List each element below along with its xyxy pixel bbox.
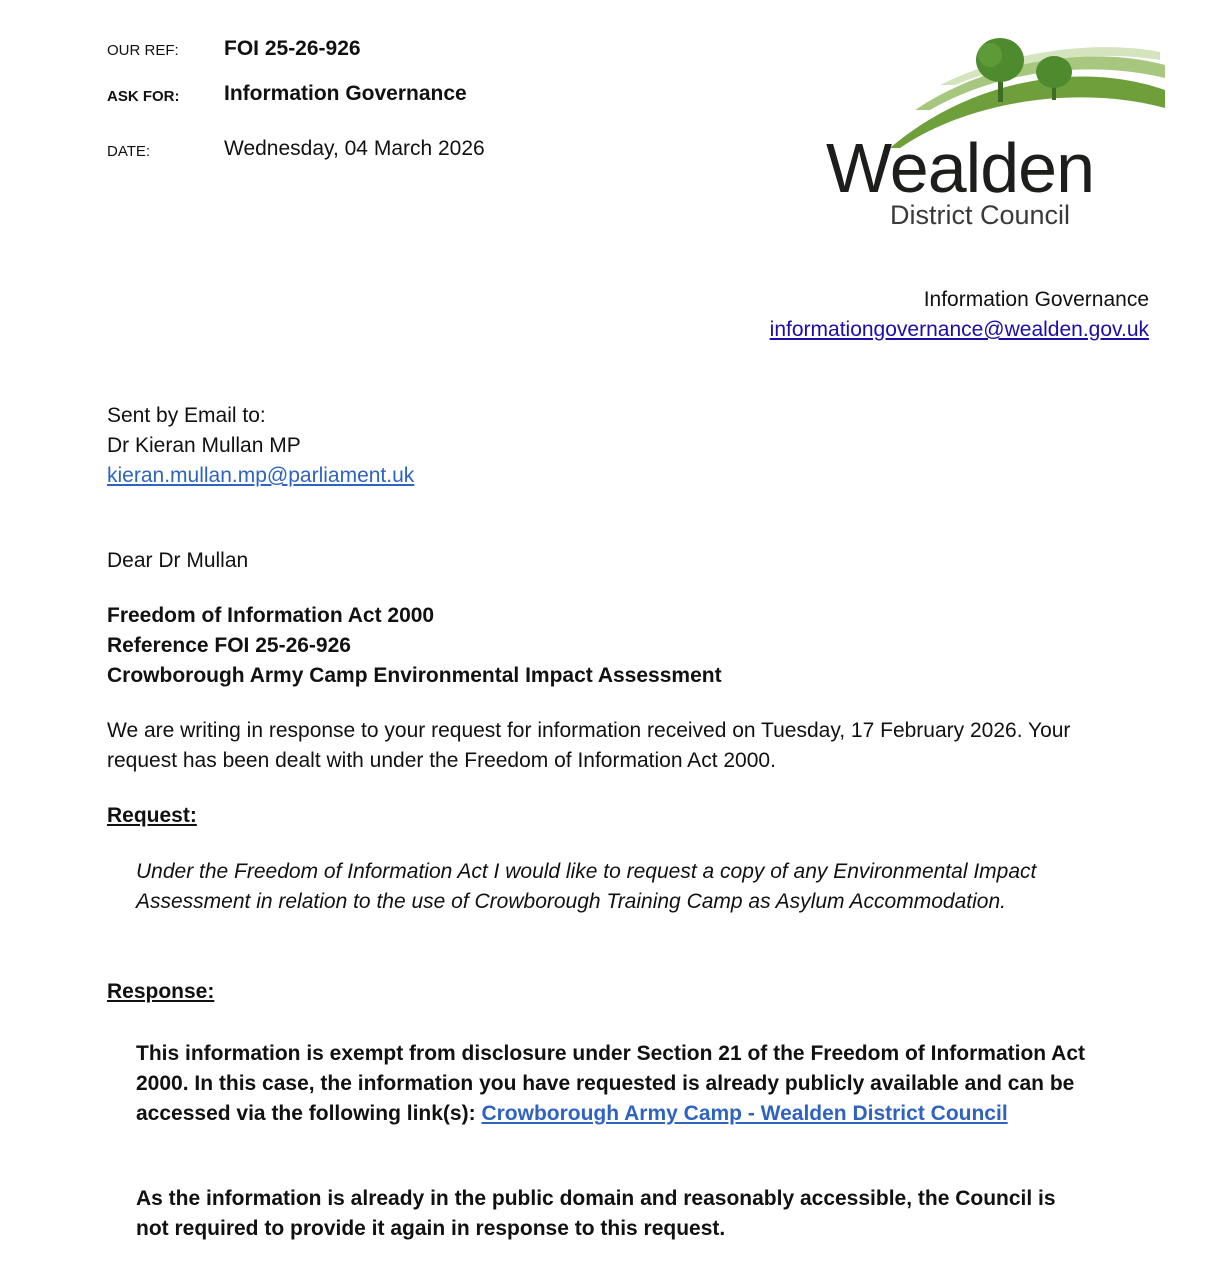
heading-act: Freedom of Information Act 2000: [107, 604, 435, 627]
sent-by-label: Sent by Email to:: [107, 404, 266, 427]
wealden-logo: [820, 30, 1170, 240]
sender-department: Information Governance: [923, 288, 1149, 311]
recipient-name: Dr Kieran Mullan MP: [107, 434, 301, 457]
request-label: Request:: [107, 804, 197, 827]
intro-paragraph: We are writing in response to your request for information received on Tuesday, 17 February 2026. Your request has been dealt with under the Freedom of Information Act 2000.: [107, 719, 1071, 772]
our-ref-label: OUR REF:: [107, 42, 179, 59]
recipient-email-link[interactable]: kieran.mullan.mp@parliament.uk: [107, 464, 415, 487]
response-label: Response:: [107, 980, 215, 1003]
sender-contact: [770, 285, 1149, 345]
request-text: Under the Freedom of Information Act I would like to request a copy of any Environmental Impact Assessment in relation to the use of Crowborough Training Camp as Asylum Accommodation.: [136, 860, 1037, 913]
logo-subtitle: District Council: [890, 200, 1071, 230]
response-text-1: This information is exempt from disclosure under Section 21 of the Freedom of Information Act 2000. In this case, the information you have requested is already publicly available and can be accessed via the following link(s):: [136, 1042, 1086, 1125]
letter-headings: [107, 601, 1097, 691]
date-label: DATE:: [107, 143, 151, 160]
response-paragraph-2: As the information is already in the public domain and reasonably accessible, the Council is not required to provide it again in response to this request.: [136, 1187, 1056, 1240]
response-paragraph-1: [136, 1039, 1086, 1129]
recipient-block: [107, 401, 1097, 491]
crowborough-army-camp-link[interactable]: Crowborough Army Camp - Wealden District Council: [481, 1102, 1008, 1125]
logo-wordmark: Wealden: [826, 129, 1095, 207]
our-ref-value: FOI 25-26-926: [224, 37, 361, 60]
date-value: Wednesday, 04 March 2026: [224, 137, 485, 160]
heading-subject: Crowborough Army Camp Environmental Impact Assessment: [107, 664, 722, 687]
salutation: Dear Dr Mullan: [107, 549, 249, 572]
sender-email-link[interactable]: informationgovernance@wealden.gov.uk: [769, 318, 1149, 341]
heading-reference: Reference FOI 25-26-926: [107, 634, 351, 657]
ask-for-value: Information Governance: [224, 82, 467, 105]
ask-for-label: ASK FOR:: [107, 88, 180, 105]
